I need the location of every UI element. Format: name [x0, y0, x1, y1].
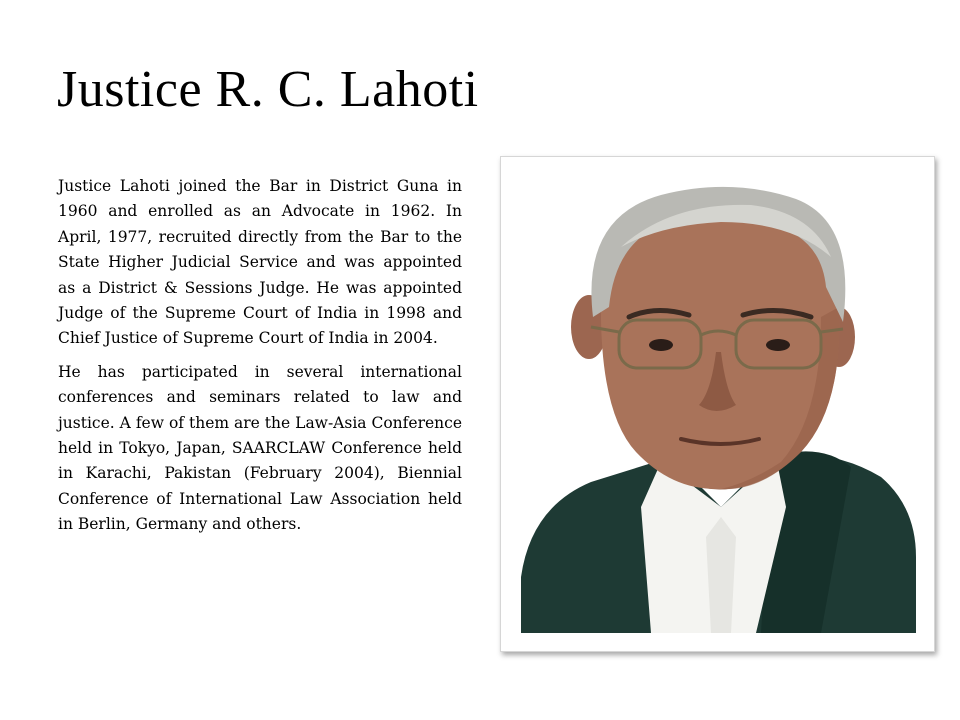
biography-paragraph-1: Justice Lahoti joined the Bar in District Guna in 1960 and enrolled as an Advocate in 1962. In April, 1977, recruited directly from the Bar to the State Higher Judicial Service and was appointed as a District & Sessions Judge. He was appointed Judge of the Supreme Court of India in 1998 and Chief Justice of Supreme Court of India in 2004.	[58, 177, 462, 348]
biography-text	[58, 174, 462, 546]
slide-title: Justice R. C. Lahoti	[57, 61, 479, 118]
portrait-photo	[521, 177, 916, 633]
biography-paragraph-2: He has participated in several international conferences and seminars related to law and justice. A few of them are the Law-Asia Conference held in Tokyo, Japan, SAARCLAW Conference held in Karachi, Pakistan (February 2004), Biennial Conference of International Law Association held in Berlin, Germany and others.	[58, 362, 462, 534]
portrait-photo-frame	[500, 156, 935, 652]
